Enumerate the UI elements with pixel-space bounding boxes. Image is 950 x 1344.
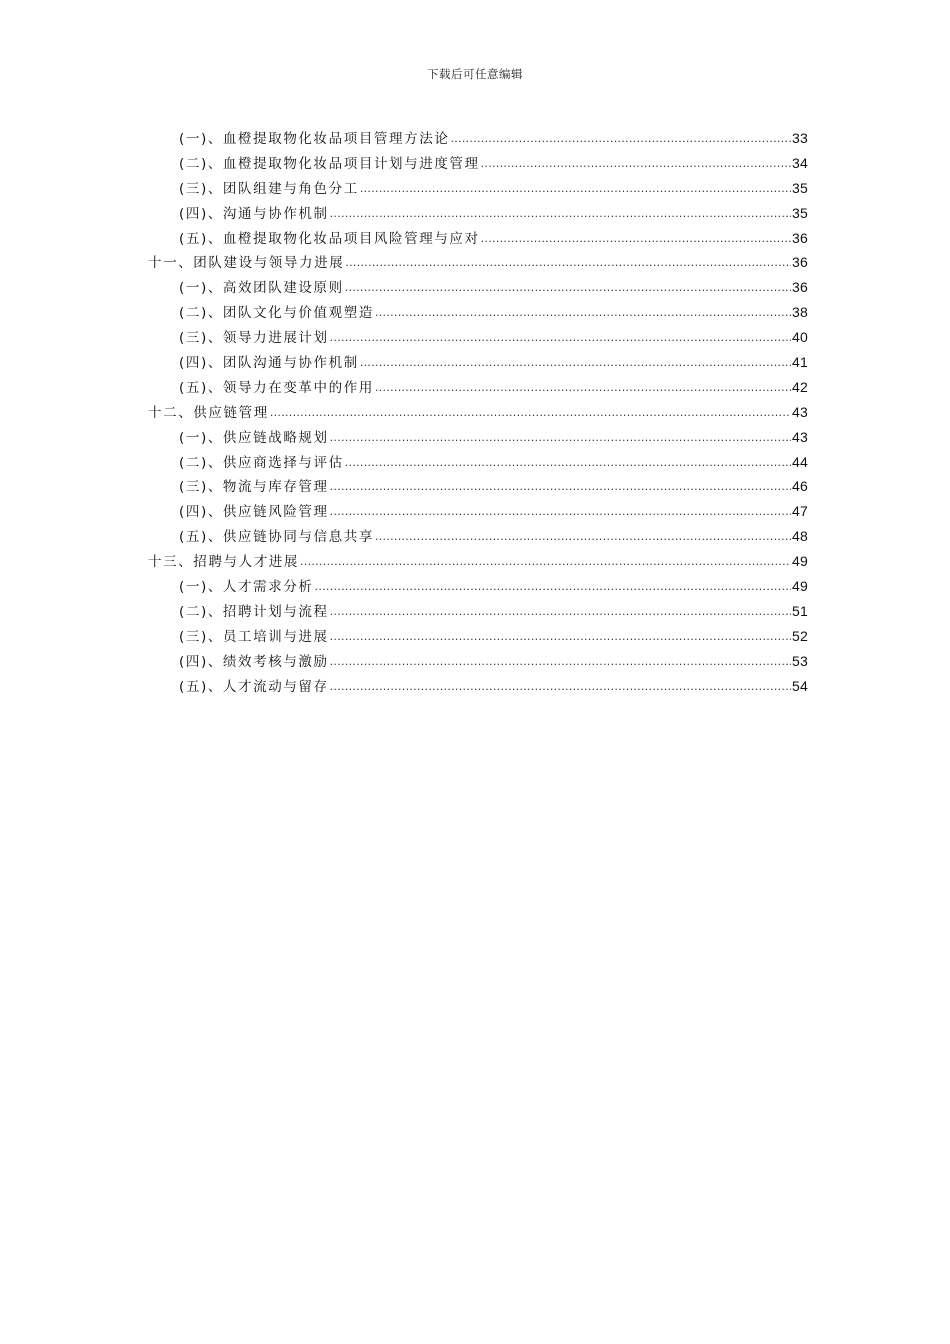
toc-leader-dots [315,575,791,600]
toc-entry-page: 43 [792,403,808,420]
toc-entry-page: 38 [792,304,808,321]
toc-leader-dots [330,202,791,227]
toc-entry-title: (一)、人才需求分析 [179,579,314,596]
toc-leader-dots [330,500,791,525]
toc-entry-title: (五)、人才流动与留存 [179,678,329,695]
toc-leader-dots [360,351,791,376]
toc-entry-page: 42 [792,378,808,395]
toc-entry[interactable] [148,201,808,226]
toc-leader-dots [345,451,791,476]
toc-entry[interactable] [148,499,808,524]
toc-entry-title: (四)、绩效考核与激励 [179,653,329,670]
toc-entry-page: 43 [792,428,808,445]
page-header: 下载后可任意编辑 [427,67,523,81]
toc-entry-title: (三)、物流与库存管理 [179,479,329,496]
toc-entry-title: (三)、员工培训与进展 [179,628,329,645]
toc-entry[interactable] [148,325,808,350]
toc-entry-page: 41 [792,354,808,371]
toc-leader-dots [330,326,791,351]
toc-leader-dots [330,426,791,451]
toc-entry-title: (三)、团队组建与角色分工 [179,180,359,197]
toc-entry-title: (二)、招聘计划与流程 [179,603,329,620]
toc-entry-page: 36 [792,254,808,271]
toc-leader-dots [300,550,791,575]
toc-entry-title: (一)、高效团队建设原则 [179,280,344,297]
toc-entry-page: 36 [792,229,808,246]
table-of-contents [148,126,808,698]
toc-entry-page: 49 [792,553,808,570]
toc-entry-title: (二)、供应商选择与评估 [179,454,344,471]
toc-leader-dots [330,625,791,650]
toc-entry-title: (三)、领导力进展计划 [179,330,329,347]
toc-entry-page: 34 [792,154,808,171]
toc-leader-dots [330,600,791,625]
toc-leader-dots [330,475,791,500]
toc-leader-dots [345,276,791,301]
toc-leader-dots [375,525,791,550]
toc-entry[interactable] [148,649,808,674]
toc-entry-page: 47 [792,503,808,520]
toc-entry[interactable] [148,450,808,475]
toc-chapter-entry[interactable] [148,549,808,574]
toc-entry-page: 35 [792,204,808,221]
toc-entry-title: (五)、领导力在变革中的作用 [179,379,374,396]
toc-chapter-entry[interactable] [148,250,808,275]
toc-entry-page: 49 [792,578,808,595]
toc-entry[interactable] [148,674,808,699]
toc-entry-title: (一)、供应链战略规划 [179,429,329,446]
toc-entry[interactable] [148,226,808,251]
toc-leader-dots [375,376,791,401]
toc-entry-page: 52 [792,627,808,644]
toc-entry-title: 十二、供应链管理 [148,404,269,421]
toc-entry-title: (五)、血橙提取物化妆品项目风险管理与应对 [179,230,480,247]
toc-entry[interactable] [148,599,808,624]
toc-leader-dots [450,127,791,152]
toc-entry-page: 53 [792,652,808,669]
toc-entry[interactable] [148,624,808,649]
toc-entry-title: 十三、招聘与人才进展 [148,554,299,571]
toc-entry[interactable] [148,151,808,176]
toc-entry-page: 48 [792,528,808,545]
toc-entry-title: (四)、供应链风险管理 [179,504,329,521]
toc-entry-page: 40 [792,329,808,346]
toc-leader-dots [330,650,791,675]
toc-entry-page: 54 [792,677,808,694]
toc-entry[interactable] [148,474,808,499]
toc-entry-title: (一)、血橙提取物化妆品项目管理方法论 [179,131,450,147]
toc-entry-title: (二)、团队文化与价值观塑造 [179,305,374,322]
toc-entry-title: (四)、沟通与协作机制 [179,205,329,222]
toc-leader-dots [375,301,791,326]
toc-entry-page: 44 [792,453,808,470]
toc-entry[interactable] [148,375,808,400]
toc-entry-page: 35 [792,179,808,196]
toc-entry-page: 33 [792,130,808,146]
toc-leader-dots [481,152,791,177]
toc-entry-page: 46 [792,478,808,495]
toc-entry-title: 十一、团队建设与领导力进展 [148,255,345,272]
toc-leader-dots [345,251,791,276]
toc-chapter-entry[interactable] [148,400,808,425]
toc-entry[interactable] [148,574,808,599]
toc-entry-title: (二)、血橙提取物化妆品项目计划与进度管理 [179,155,480,172]
toc-entry-page: 36 [792,279,808,296]
toc-entry[interactable] [148,126,808,151]
toc-entry[interactable] [148,350,808,375]
toc-leader-dots [481,227,791,252]
toc-entry[interactable] [148,524,808,549]
toc-entry[interactable] [148,176,808,201]
toc-entry[interactable] [148,300,808,325]
toc-entry-page: 51 [792,602,808,619]
toc-leader-dots [270,401,791,426]
toc-entry[interactable] [148,275,808,300]
toc-entry-title: (五)、供应链协同与信息共享 [179,529,374,546]
toc-entry[interactable] [148,425,808,450]
toc-leader-dots [360,177,791,202]
toc-leader-dots [330,675,791,700]
toc-entry-title: (四)、团队沟通与协作机制 [179,355,359,372]
